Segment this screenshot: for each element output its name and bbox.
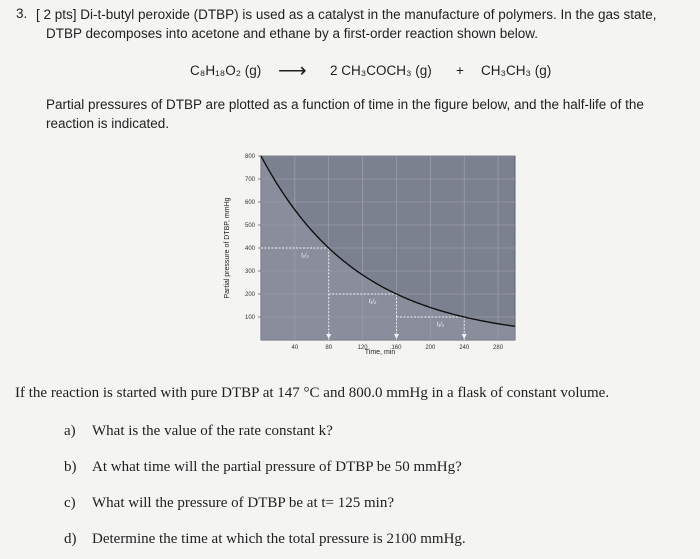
reaction-arrow: ⟶ bbox=[278, 60, 307, 82]
y-tick-label: 500 bbox=[244, 223, 255, 229]
half-life-label: t₁/₂ bbox=[368, 299, 377, 305]
problem-number: 3. bbox=[16, 6, 28, 21]
product1-formula: 2 CH₃COCH₃ (g) bbox=[330, 63, 432, 78]
x-tick-label: 120 bbox=[357, 345, 368, 351]
product2-formula: CH₃CH₃ (g) bbox=[481, 63, 552, 78]
problem-intro-line2: DTBP decomposes into acetone and ethane by a first-order reaction shown below. bbox=[46, 26, 539, 41]
x-tick-label: 80 bbox=[325, 345, 333, 351]
y-tick-label: 600 bbox=[244, 200, 255, 206]
y-axis-label: Partial pressure of DTBP, mmHg bbox=[224, 197, 231, 299]
x-tick-label: 200 bbox=[425, 345, 436, 351]
x-tick-label: 40 bbox=[291, 345, 299, 351]
question-text: At what time will the partial pressure of DTBP be 50 mmHg? bbox=[92, 459, 462, 475]
conditions-text: If the reaction is started with pure DTBP at 147 °C and 800.0 mmHg in a flask of constant volume. bbox=[15, 385, 610, 401]
question-text: What will the pressure of DTBP be at t= 125 min? bbox=[92, 495, 395, 511]
y-tick-labels bbox=[245, 154, 261, 321]
half-life-label: t₁/₂ bbox=[301, 253, 309, 259]
plot-description-line2: reaction is indicated. bbox=[46, 116, 170, 131]
question-label: d) bbox=[64, 531, 77, 547]
x-tick-label: 240 bbox=[459, 345, 470, 351]
question-label: c) bbox=[64, 495, 76, 511]
y-tick-label: 200 bbox=[244, 292, 255, 298]
problem-intro-line1 bbox=[36, 6, 657, 24]
x-tick-labels bbox=[292, 345, 504, 351]
y-tick-label: 300 bbox=[244, 269, 255, 275]
x-axis-label: Time, min bbox=[364, 349, 396, 356]
x-tick-label: 160 bbox=[391, 345, 402, 351]
y-tick-label: 700 bbox=[244, 177, 255, 183]
question-label: b) bbox=[64, 459, 77, 475]
half-life-label: t₁/₂ bbox=[436, 322, 445, 328]
y-tick-label: 100 bbox=[244, 315, 255, 321]
plot-description-line1: Partial pressures of DTBP are plotted as a function of time in the figure below, and the half-life of the bbox=[46, 97, 644, 112]
points-label: [ 2 pts] bbox=[36, 7, 77, 22]
x-tick-label: 280 bbox=[493, 345, 504, 351]
y-tick-label: 400 bbox=[244, 246, 255, 252]
intro-text-1: Di-t-butyl peroxide (DTBP) is used as a catalyst in the manufacture of polymers. In the gas state, bbox=[80, 7, 657, 22]
question-text: What is the value of the rate constant k? bbox=[92, 423, 333, 439]
y-tick-label: 800 bbox=[244, 154, 255, 160]
plus-sign: + bbox=[456, 63, 464, 78]
question-label: a) bbox=[64, 423, 76, 439]
reactant-formula: C₈H₁₈O₂ (g) bbox=[190, 63, 262, 78]
question-text: Determine the time at which the total pressure is 2100 mmHg. bbox=[92, 531, 466, 547]
half-life-chart bbox=[0, 148, 700, 358]
